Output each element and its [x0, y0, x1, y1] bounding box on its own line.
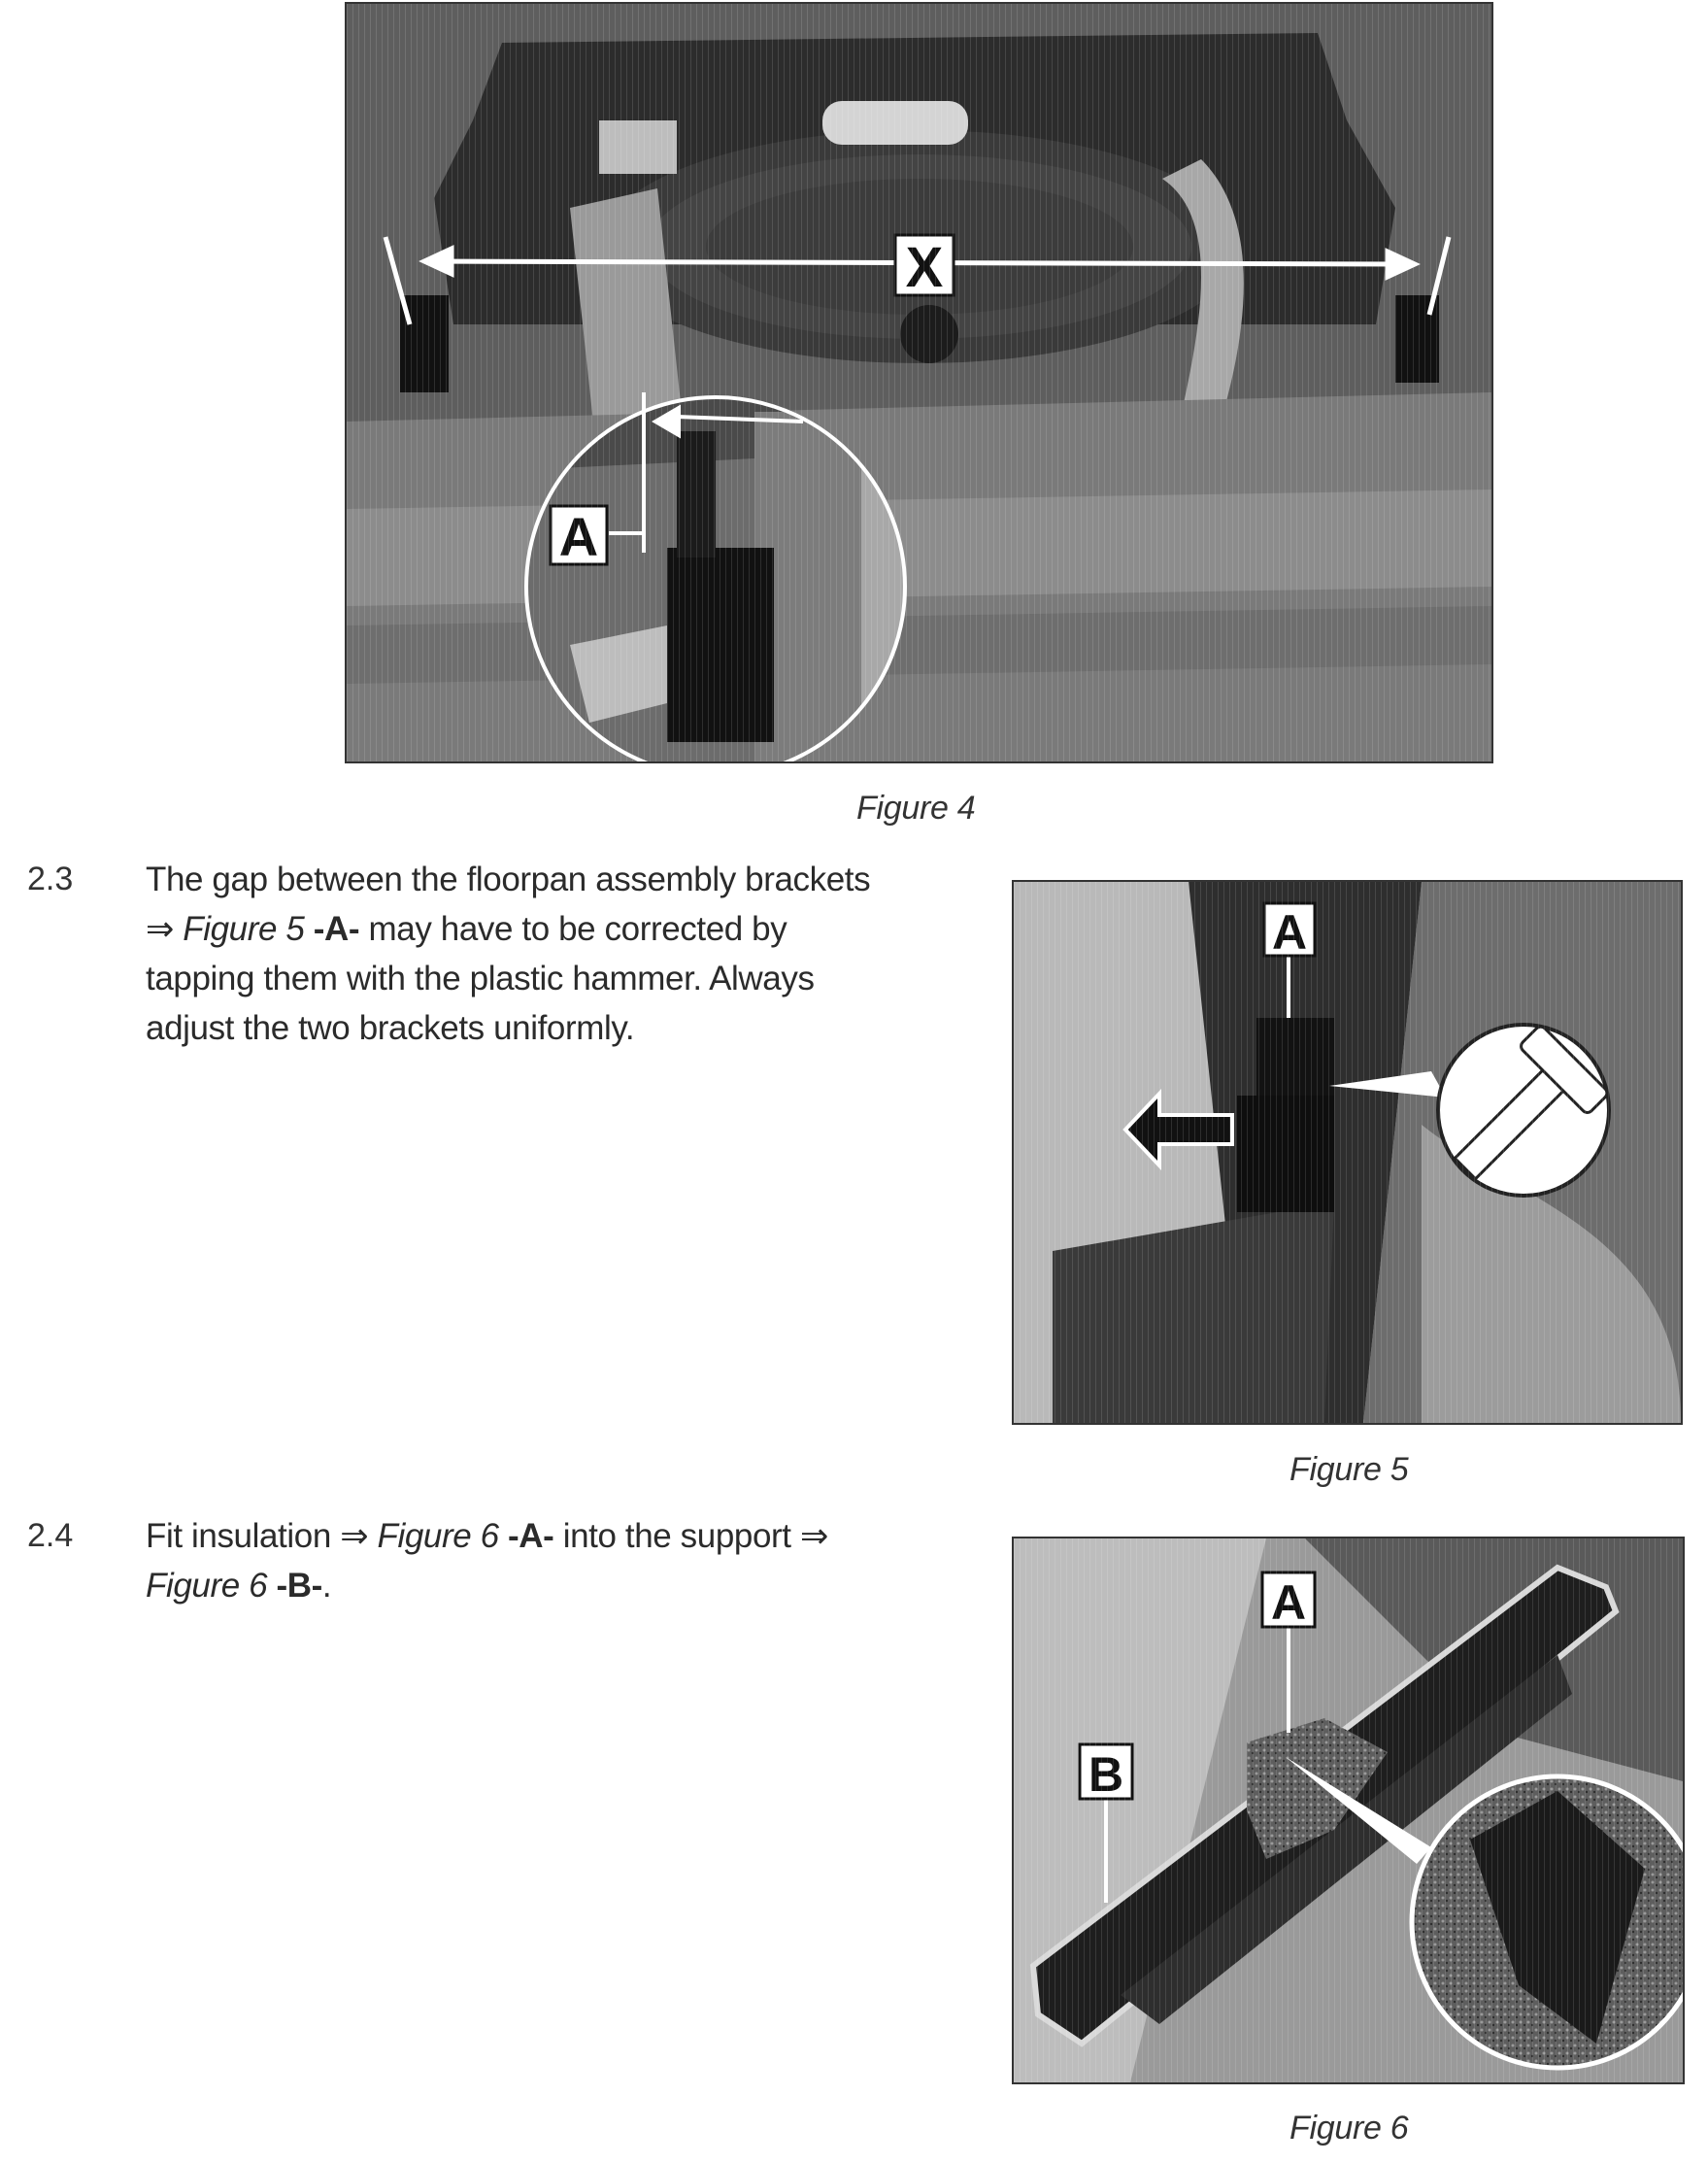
step-2-3-line-1: The gap between the floorpan assembly brackets [146, 861, 871, 898]
reference-arrow-icon: ⇒ [340, 1517, 369, 1555]
figure-6-caption: Figure 6 [1289, 2110, 1409, 2146]
step-2-4-number: 2.4 [27, 1517, 74, 1554]
figure-4-illustration [347, 4, 1491, 761]
step-2-4-line-2: Figure 6 -B-. [146, 1567, 332, 1605]
figure-4-caption: Figure 4 [856, 790, 976, 827]
figure-5-photo [1012, 880, 1683, 1425]
step-2-3-line-3: tapping them with the plastic hammer. Always [146, 960, 815, 997]
reference-arrow-icon: ⇒ [799, 1517, 828, 1555]
step-2-3-line-4: adjust the two brackets uniformly. [146, 1009, 635, 1047]
step-2-3-number: 2.3 [27, 861, 74, 897]
figure-5-illustration [1014, 882, 1681, 1423]
reference-arrow-icon: ⇒ [146, 910, 174, 948]
figure-4-photo [345, 2, 1493, 763]
step-2-3-line-2: ⇒ Figure 5 -A- may have to be corrected by [146, 910, 787, 948]
figure-5-caption: Figure 5 [1289, 1451, 1409, 1488]
figure-6-illustration [1014, 1538, 1683, 2082]
reference-label-b: -B- [276, 1567, 322, 1605]
step-2-4-text [146, 1511, 971, 1610]
figure-5-reference: Figure 5 [183, 910, 305, 948]
reference-label-a: -A- [508, 1517, 554, 1555]
figure-6-reference: Figure 6 [146, 1567, 268, 1605]
step-2-4-line-1: Fit insulation ⇒ Figure 6 -A- into the support ⇒ [146, 1517, 828, 1555]
figure-6-photo [1012, 1537, 1685, 2084]
step-2-3-text [146, 855, 971, 1053]
figure-6-reference: Figure 6 [377, 1517, 499, 1555]
reference-label-a: -A- [313, 910, 360, 948]
